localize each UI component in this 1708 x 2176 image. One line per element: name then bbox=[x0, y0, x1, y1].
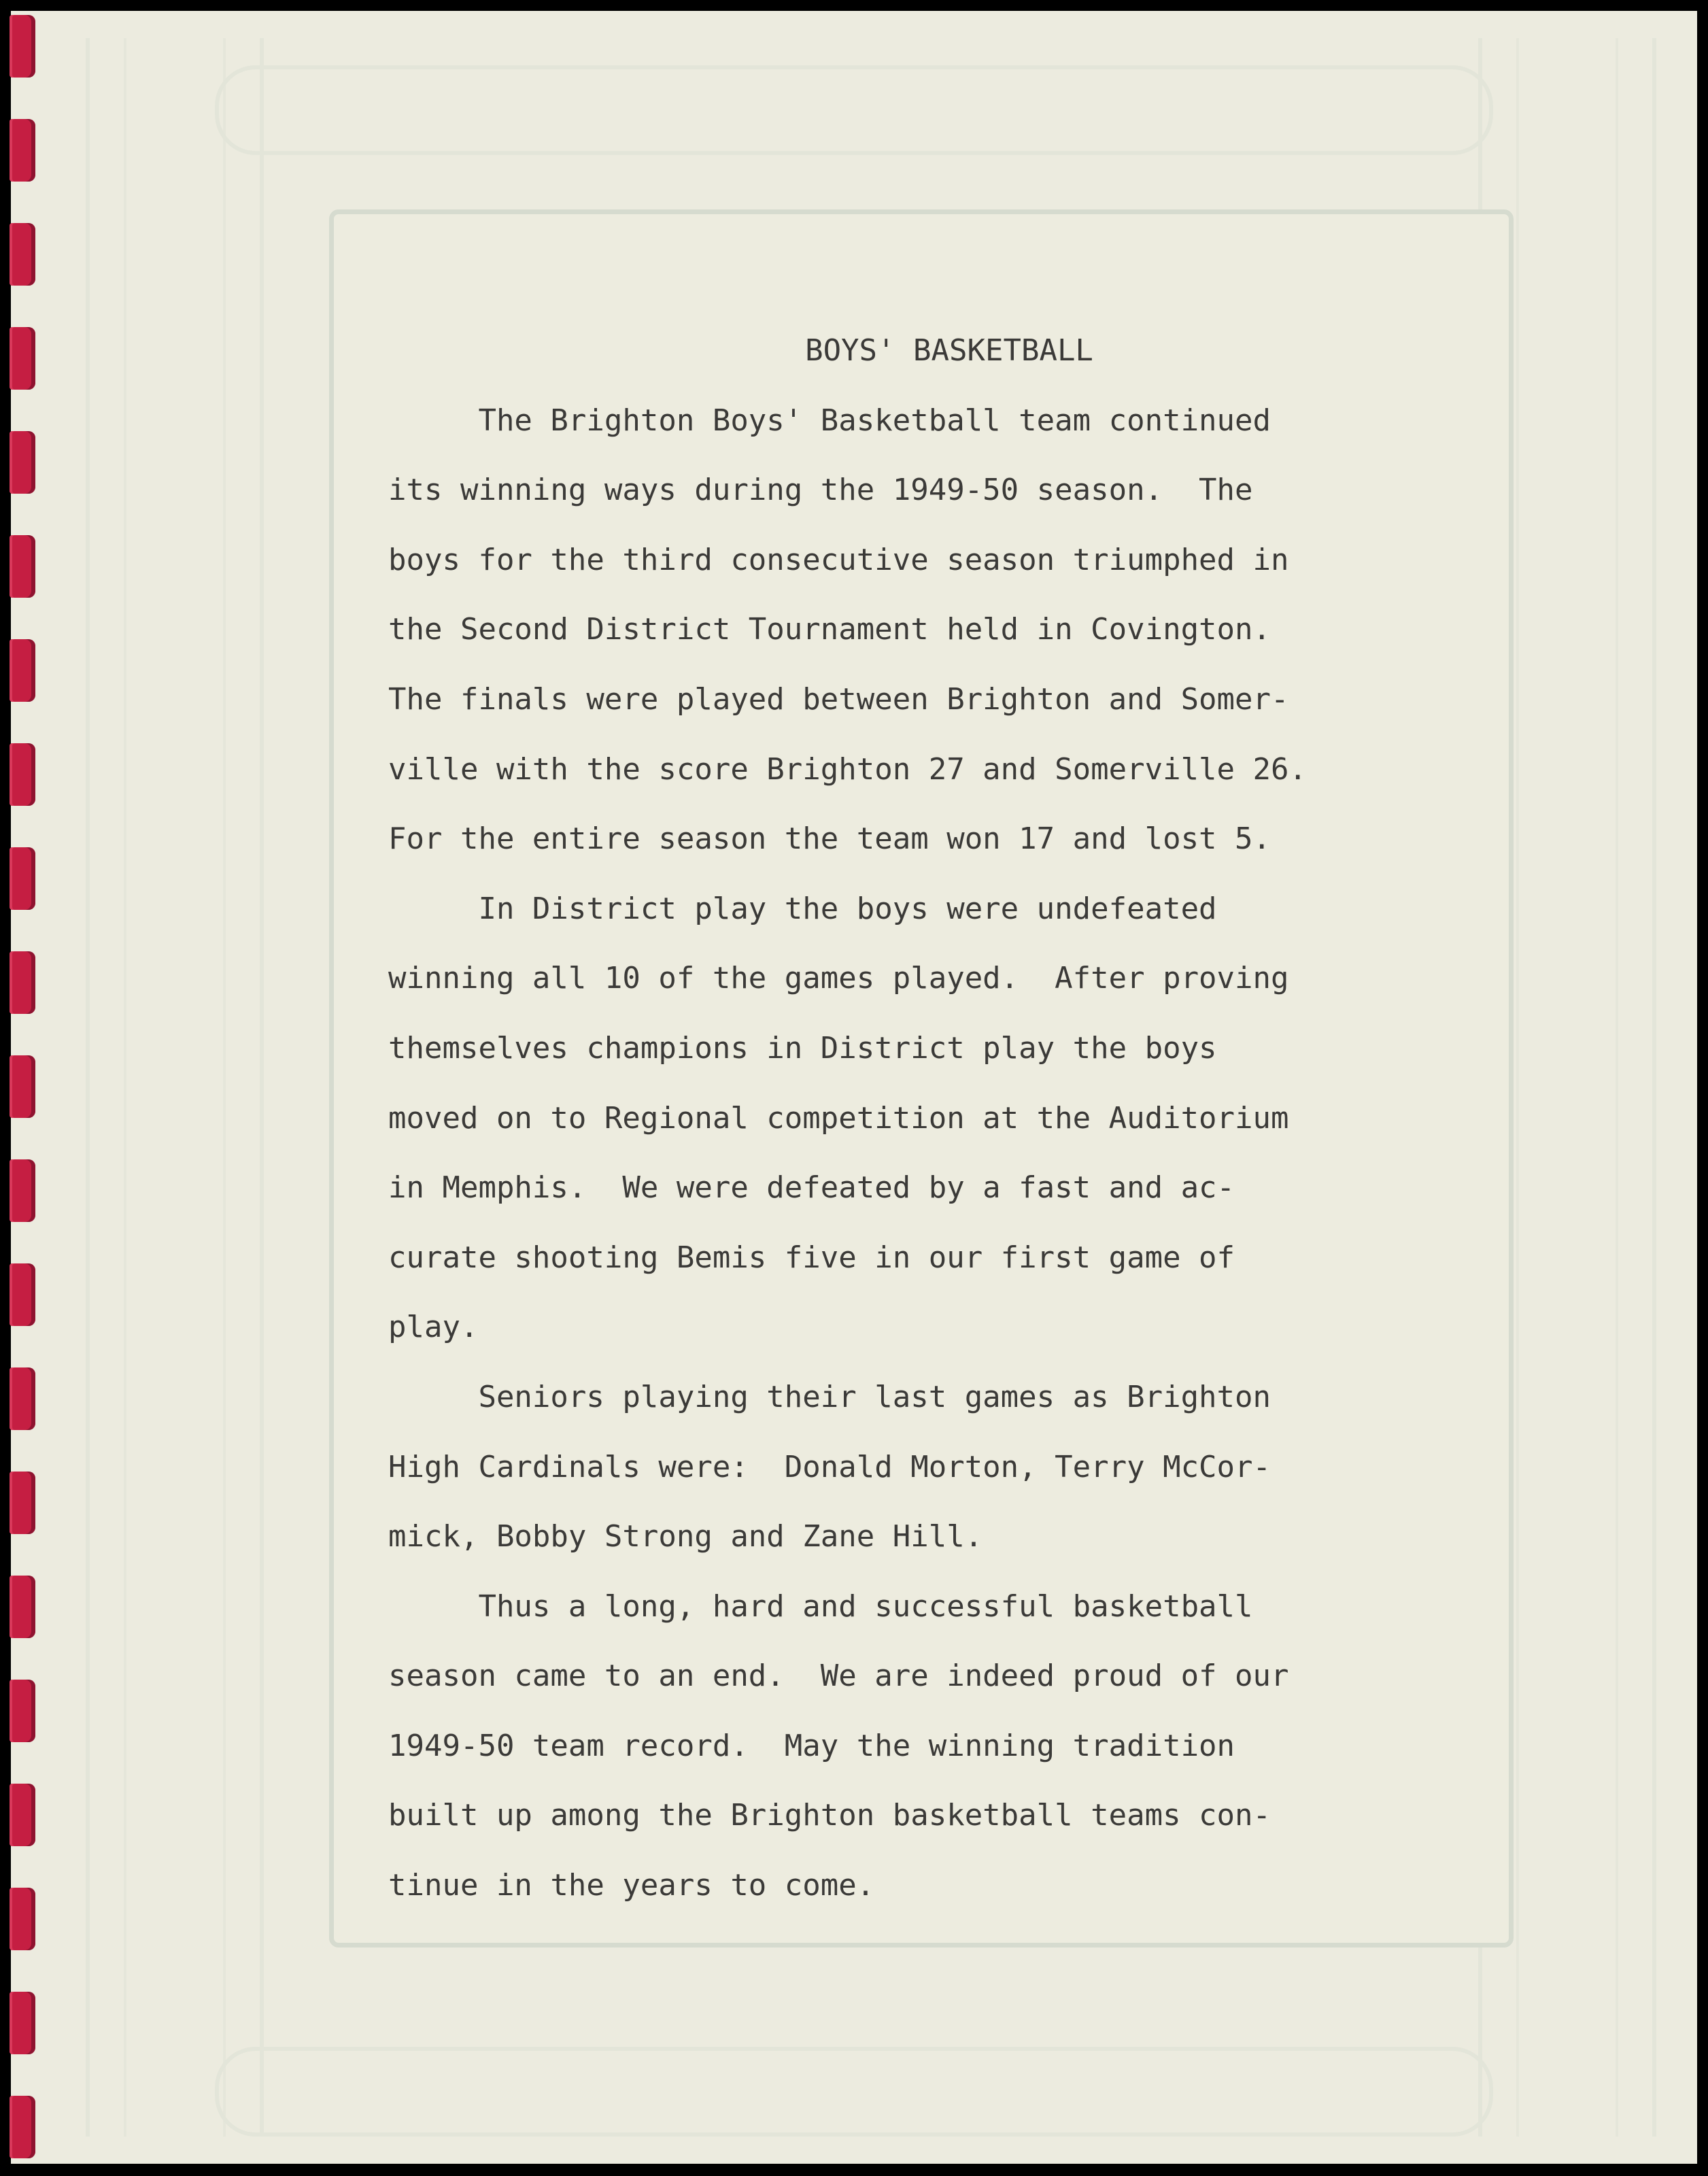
text-frame bbox=[329, 209, 1514, 1948]
binding-ring bbox=[10, 1888, 35, 1950]
article-heading: BOYS' BASKETBALL bbox=[805, 333, 1093, 368]
text-line: built up among the Brighton basketball teams con- bbox=[388, 1798, 1271, 1833]
binding-ring bbox=[10, 639, 35, 702]
paragraph-2 bbox=[388, 874, 1490, 1363]
yearbook-page bbox=[11, 11, 1697, 2164]
text-line: ville with the score Brighton 27 and Somerville 26. bbox=[388, 751, 1308, 787]
binding-ring bbox=[10, 1263, 35, 1326]
binding-ring bbox=[10, 1055, 35, 1118]
paragraph-1 bbox=[388, 386, 1490, 874]
text-line: season came to an end. We are indeed proud of our bbox=[388, 1659, 1289, 1694]
binding-ring bbox=[10, 1367, 35, 1430]
text-line: Thus a long, hard and successful basketball bbox=[388, 1588, 1253, 1624]
text-line: tinue in the years to come. bbox=[388, 1868, 875, 1903]
decorative-pillar-left bbox=[86, 38, 264, 2137]
decorative-ornament-top bbox=[215, 65, 1493, 155]
binding-ring bbox=[10, 2096, 35, 2158]
binding-ring bbox=[10, 847, 35, 910]
paragraph-4 bbox=[388, 1572, 1490, 1921]
text-line: its winning ways during the 1949-50 season. The bbox=[388, 473, 1253, 508]
binding-ring bbox=[10, 1576, 35, 1638]
text-line: 1949-50 team record. May the winning tradition bbox=[388, 1728, 1235, 1763]
binding-ring bbox=[10, 327, 35, 390]
binding-ring bbox=[10, 1159, 35, 1222]
text-line: The Brighton Boys' Basketball team continued bbox=[388, 403, 1271, 438]
text-line: Seniors playing their last games as Brighton bbox=[388, 1379, 1271, 1414]
binding-ring bbox=[10, 1472, 35, 1534]
text-line: play. bbox=[388, 1310, 479, 1345]
text-line: curate shooting Bemis five in our first game of bbox=[388, 1240, 1235, 1275]
text-line: moved on to Regional competition at the Auditorium bbox=[388, 1100, 1289, 1136]
text-line: themselves champions in District play the boys bbox=[388, 1030, 1217, 1066]
article-body bbox=[388, 316, 1490, 1921]
binding-ring bbox=[10, 535, 35, 598]
binding-ring bbox=[10, 951, 35, 1014]
text-line: High Cardinals were: Donald Morton, Terry McCor- bbox=[388, 1449, 1271, 1484]
binding-ring bbox=[10, 1784, 35, 1846]
text-line: boys for the third consecutive season triumphed in bbox=[388, 542, 1289, 577]
text-line: mick, Bobby Strong and Zane Hill. bbox=[388, 1519, 983, 1554]
text-line: For the entire season the team won 17 and lost 5. bbox=[388, 821, 1271, 857]
text-line: the Second District Tournament held in Covington. bbox=[388, 612, 1271, 647]
text-line: In District play the boys were undefeated bbox=[388, 891, 1217, 926]
binding-ring bbox=[10, 1992, 35, 2054]
decorative-ornament-bottom bbox=[215, 2047, 1493, 2137]
text-line: winning all 10 of the games played. After proving bbox=[388, 961, 1289, 996]
spiral-binding bbox=[0, 0, 41, 2176]
binding-ring bbox=[10, 743, 35, 806]
binding-ring bbox=[10, 15, 35, 78]
binding-ring bbox=[10, 1680, 35, 1742]
binding-ring bbox=[10, 119, 35, 182]
paragraph-3 bbox=[388, 1363, 1490, 1572]
text-line: in Memphis. We were defeated by a fast and ac- bbox=[388, 1170, 1235, 1206]
text-line: The finals were played between Brighton and Somer- bbox=[388, 681, 1289, 717]
binding-ring bbox=[10, 223, 35, 286]
binding-ring bbox=[10, 431, 35, 494]
